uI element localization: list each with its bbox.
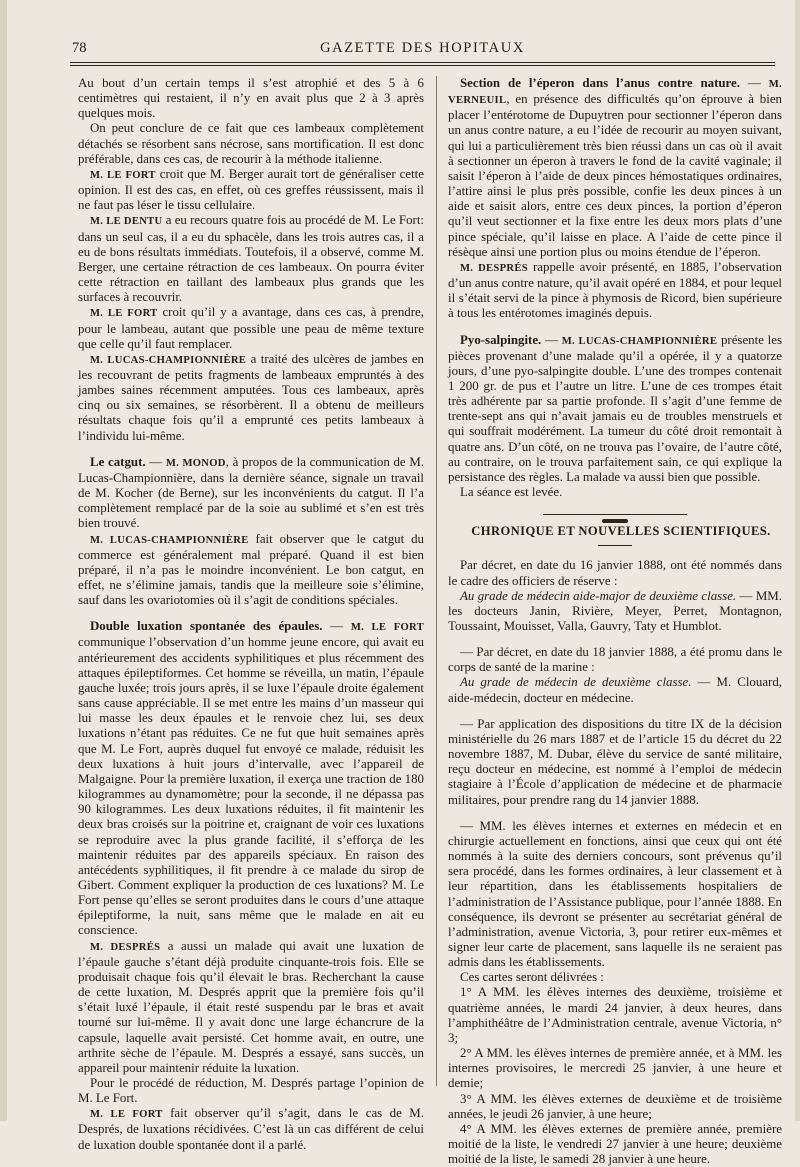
article-paragraph bbox=[448, 589, 782, 634]
paragraph-text: présente les pièces provenant d’une malade qu’il a opérée, il y a quatorze jours, d’une pyo-salpingite double. L’une des trompes contenait 1 200 gr. de pus et l’autre un litre. L’une de ces trompes était très adhérente par sa partie profonde. Il s’agit d’une femme de trente-sept ans qui n’avait jamais eu de troubles menstruels et qui souffrait modérément. La tumeur du côté droit remontait à quatre ans. D’un côté, on ne trouva pas l’ovaire, de l’autre côté, au contraire, on le trouva parfaitement sain, ce qui explique la persistance des règles. La malade va aussi bien que possible. bbox=[448, 332, 783, 484]
section-title-rule bbox=[598, 545, 632, 546]
article-paragraph bbox=[78, 1076, 424, 1106]
section-separator bbox=[448, 510, 782, 518]
article-paragraph bbox=[448, 970, 782, 985]
paragraph-text: — Par application des dispositions du titre IX de la décision ministérielle du 26 mars 1887 et de l’article 15 du décret du 22 novembre 1887, M. Dubar, élève du service de santé militaire, reçu docteur en médecine, est nommé à l’emploi de médecin stagiaire à l’École d’application de médecine et de pharmacie militaires, pour prendre rang du 14 janvier 1888. bbox=[448, 716, 782, 807]
article-paragraph bbox=[78, 619, 424, 938]
article-paragraph bbox=[448, 1046, 782, 1091]
article-heading: Pyo-salpingite. bbox=[460, 332, 542, 347]
article-paragraph bbox=[448, 717, 782, 808]
paragraph-text: — Par décret, en date du 18 janvier 1888, a été promu dans le corps de santé de la marine : bbox=[448, 645, 782, 675]
article-heading: Le catgut. bbox=[90, 454, 146, 469]
article-heading: Section de l’éperon dans l’anus contre nature. bbox=[460, 76, 740, 90]
speaker-name: M. DESPRÉS bbox=[460, 262, 528, 274]
left-column bbox=[78, 76, 424, 1153]
paragraph-text: , à propos de la communication de M. Lucas-Championnière, dans la dernière séance, signale un travail de M. Kocher (de Berne), sur les inconvénients du catgut. Il l’a complètement remplacé par de la soie au sublimé et s’en est très bien trouvé. bbox=[78, 454, 425, 531]
header-rule bbox=[70, 62, 775, 66]
paragraph-text: On peut conclure de ce fait que ces lambeaux complètement détachés se résorbent sans nécrose, sans mortification. Il est donc préférable, dans ces cas, de recourir à la méthode italienne. bbox=[78, 121, 424, 166]
right-column bbox=[448, 76, 782, 1167]
article-paragraph bbox=[448, 485, 782, 500]
article-paragraph bbox=[448, 675, 782, 705]
article-paragraph bbox=[78, 1106, 424, 1152]
article-paragraph bbox=[448, 1092, 782, 1122]
paragraph-text: croit qu’il y a avantage, dans ces cas, à prendre, pour le lambeau, autant que possible une peau de même texture que celle qu’il faut remplacer. bbox=[78, 305, 424, 351]
speaker-name: M. LE FORT bbox=[90, 169, 156, 181]
paragraph-text: La séance est levée. bbox=[460, 485, 563, 500]
paragraph-text: communique l’observation d’un homme jeune encore, qui avait eu antérieurement des accidents syphilitiques et plus récemment des attaques épileptiformes. Cet homme se réveilla, un matin, l’épaule gauche luxée; trois jours après, il se luxe l’épaule droite également sans cause appréciable. Il se met entre les mains d’un masseur qui lui masse les deux épaules et le renvoie chez lui, ses deux luxations n’étant pas réduites. Ce ne fut que huit semaines après que M. Le Fort, auprès duquel fut envoyé ce malade, réduisit les deux luxations à huit jours d’intervalle, avec l’appareil de Malgaigne. Pour la première luxation, il exerça une traction de 180 kilogrammes au dynamomètre; pour la seconde, il ne dépassa pas 90 kilogrammes. Les deux luxations réduites, il fit maintenir les deux bras croisés sur la poitrine et, craignant de voir ces luxations se reproduire avec la plus grande facilité, il s’efforça de les maintenir réduites par des appareils spéciaux. En raison des antécédents syphilitiques, il fit prendre à ce malade du sirop de Gibert. Comment expliquer la production de ces luxations? M. Le Fort pense qu’elles se seront produites dans le cours d’une attaque épileptiforme, la nuit, sans même que le malade en ait eu conscience. bbox=[78, 635, 424, 938]
article-paragraph bbox=[78, 167, 424, 213]
paragraph-text: — MM. les élèves internes et externes en médecin et en chirurgie actuellement en fonctions, ainsi que ceux qui ont été nommés à la suite des derniers concours, sont prévenus qu’il sera procédé, dans les formes ordinaires, à leur classement et à leur répartition, dans les établissements hospitaliers de l’administration de l’Assistance publique, pour l’année 1888. En conséquence, ils devront se présenter au secrétariat général de l’administration, avenue Victoria, 3, pour retirer eux-mêmes et signer leur carte de placement, sans laquelle ils ne seraient pas admis dans les établissements. bbox=[448, 818, 782, 970]
italic-text: Au grade de médecin aide-major de deuxième classe. bbox=[460, 588, 737, 603]
article-paragraph bbox=[448, 76, 782, 260]
article-paragraph bbox=[78, 121, 424, 166]
paragraph-text: 4° A MM. les élèves externes de première année, première moitié de la liste, le vendredi 27 janvier à une heure; deuxième moitié de la liste, le samedi 28 janvier à une heure. bbox=[448, 1121, 782, 1167]
paragraph-text: rappelle avoir présenté, en 1885, l’observation d’un anus contre nature, qu’il avait opéré en 1884, et pour lequel il s’était servi de la pince à phymosis de Ricord, bien supérieure à tous les entérotomes imaginés depuis. bbox=[448, 259, 782, 321]
paragraph-text: a traité des ulcères de jambes en les recouvrant de petits fragments de lambeaux empruntés à des jambes saines récemment amputées. Tous ces lambeaux, après cinq ou six semaines, se résorbèrent. Il a obtenu de meilleurs résultats chaque fois qu’il a emprunté ces petits lambeaux à l’individu lui-même. bbox=[78, 351, 424, 443]
article-paragraph bbox=[78, 939, 424, 1076]
article-paragraph bbox=[78, 76, 424, 121]
paragraph-text: Ces cartes seront délivrées : bbox=[460, 970, 604, 985]
article-paragraph bbox=[78, 305, 424, 351]
speaker-name: M. MONOD bbox=[165, 457, 226, 469]
page-edge bbox=[795, 0, 800, 1121]
paragraph-text: — bbox=[541, 332, 562, 347]
speaker-name: M. LE DENTU bbox=[90, 216, 163, 228]
binding-edge bbox=[0, 0, 7, 1121]
speaker-name: M. LUCAS-CHAMPIONNIÈRE bbox=[90, 354, 247, 366]
speaker-name: M. LUCAS-CHAMPIONNIÈRE bbox=[90, 534, 249, 546]
article-paragraph bbox=[448, 333, 782, 486]
speaker-name: M. LE FORT bbox=[90, 308, 158, 320]
speaker-name: M. DESPRÉS bbox=[90, 941, 161, 953]
paragraph-text: — bbox=[739, 76, 769, 90]
speaker-name: M. LE FORT bbox=[90, 1109, 163, 1121]
article-paragraph bbox=[78, 455, 424, 532]
speaker-name: M. LE FORT bbox=[350, 622, 424, 634]
paragraph-text: — bbox=[322, 619, 351, 634]
paragraph-text: 3° A MM. les élèves externes de deuxième et de troisième années, le jeudi 26 janvier, à une heure; bbox=[448, 1091, 782, 1121]
paragraph-text: 2° A MM. les élèves internes de première année, et à MM. les internes provisoires, le mercredi 25 janvier, à une heure et demie; bbox=[448, 1046, 782, 1091]
paragraph-text: — MM. les docteurs Janin, Rivière, Meyer, Perret, Montagnon, Toussaint, Mouisset, Valla, Gauvry, Taty et Humblot. bbox=[448, 588, 782, 633]
paragraph-text: a eu recours quatre fois au procédé de M. Le Fort: dans un seul cas, il a eu du sphacèle, dans les trois autres cas, il a eu de bons résultats immédiats. Toutefois, il a observé, comme M. Berger, une certaine rétraction de ces lambeaux. On pourra éviter cette rétraction en taillant des lambeaux plus grands que les surfaces à recouvrir. bbox=[78, 213, 424, 305]
italic-text: Au grade de médecin de deuxième classe. bbox=[460, 675, 692, 690]
article-paragraph bbox=[448, 1122, 782, 1167]
page-number: 78 bbox=[72, 40, 87, 56]
article-heading: Double luxation spontanée des épaules. bbox=[90, 619, 323, 634]
speaker-name: M. VERNEUIL bbox=[448, 79, 782, 107]
column-divider bbox=[436, 76, 437, 1086]
paragraph-text: Par décret, en date du 16 janvier 1888, ont été nommés dans le cadre des officiers de réserve : bbox=[448, 558, 782, 588]
paragraph-text: 1° A MM. les élèves internes des deuxième, troisième et quatrième années, le mardi 24 janvier, à deux heures, dans l’amphithéâtre de l’Administration centrale, avenue Victoria, n° 3; bbox=[448, 985, 782, 1045]
running-title: GAZETTE DES HOPITAUX bbox=[320, 40, 525, 56]
paragraph-text: — bbox=[145, 454, 166, 469]
paragraph-text: , en présence des difficultés qu’on éprouve à bien placer l’entérotome de Dupuytren pour sectionner l’éperon dans un anus contre nature, a eu l’idée de recourir au moyen suivant, qui lui a particulièrement très bien réussi dans un cas où il avait à sectionner un éperon à travers le fond de la cavité vaginale; il saisit l’éperon à l’aide de deux pinces hémostatiques ordinaires, l’attire ainsi le plus près possible, confie les deux pinces à un aide et saisit alors, entre ces deux pinces, la portion d’éperon qu’il veut sectionner et la fixe entre les deux mors plats d’une pince spéciale, qu’il laisse en place. A l’aide de cette pince il résèque ainsi une portion plus ou moins étendue de l’éperon. bbox=[448, 92, 782, 259]
page-header bbox=[70, 38, 775, 60]
article-paragraph bbox=[448, 260, 782, 322]
paragraph-text: fait observer qu’il s’agit, dans le cas de M. Després, de luxations récidivées. C’est là un cas différent de celui de luxation double spontanée dont il a parlé. bbox=[78, 1106, 424, 1152]
article-paragraph bbox=[78, 352, 424, 444]
speaker-name: M. LUCAS-CHAMPIONNIÈRE bbox=[561, 335, 718, 347]
article-paragraph bbox=[448, 819, 782, 971]
article-paragraph bbox=[78, 213, 424, 305]
paragraph-text: Pour le procédé de réduction, M. Després partage l’opinion de M. Le Fort. bbox=[78, 1076, 424, 1106]
paragraph-text: a aussi un malade qui avait une luxation de l’épaule gauche s’étant déjà produite cinquante-trois fois. Elle se produisait chaque fois qu’il élevait le bras. Recherchant la cause de cette luxation, M. Després apprit que la première fois qu’il s’était luxé l’épaule, il était resté suspendu par le bras et avait tourné sur lui-même. Il y avait donc une large échancrure de la capsule, laquelle avait persisté. Cet homme avait, en outre, une arthrite sèche de l’épaule. M. Després a essayé, sans succès, un appareil pour maintenir réduite la luxation. bbox=[78, 938, 425, 1075]
article-paragraph bbox=[448, 985, 782, 1046]
paragraph-text: fait observer que le catgut du commerce est généralement mal préparé. Quand il est bien préparé, il n’a pas le moindre inconvénient. Le bon catgut, en effet, ne s’élimine jamais, tandis que la meilleure soie s’élimine, sauf dans les ovariotomies où il s’agit de conditions spéciales. bbox=[78, 531, 424, 608]
article-paragraph bbox=[78, 532, 424, 609]
article-paragraph bbox=[448, 558, 782, 588]
paragraph-text: — M. Clouard, aide-médecin, docteur en médecine. bbox=[448, 675, 782, 705]
article-paragraph bbox=[448, 645, 782, 675]
paragraph-text: Au bout d’un certain temps il s’est atrophié et des 5 à 6 centimètres qui restaient, il n’y en avait plus que 2 à 3 après quelques mois. bbox=[78, 76, 424, 121]
section-title: CHRONIQUE ET NOUVELLES SCIENTIFIQUES. bbox=[471, 524, 771, 539]
paragraph-text: croit que M. Berger aurait tort de généraliser cette opinion. Il est des cas, en effet, où ces greffes réussissent, mais il ne faut pas léser le tissu cellulaire. bbox=[78, 166, 424, 213]
